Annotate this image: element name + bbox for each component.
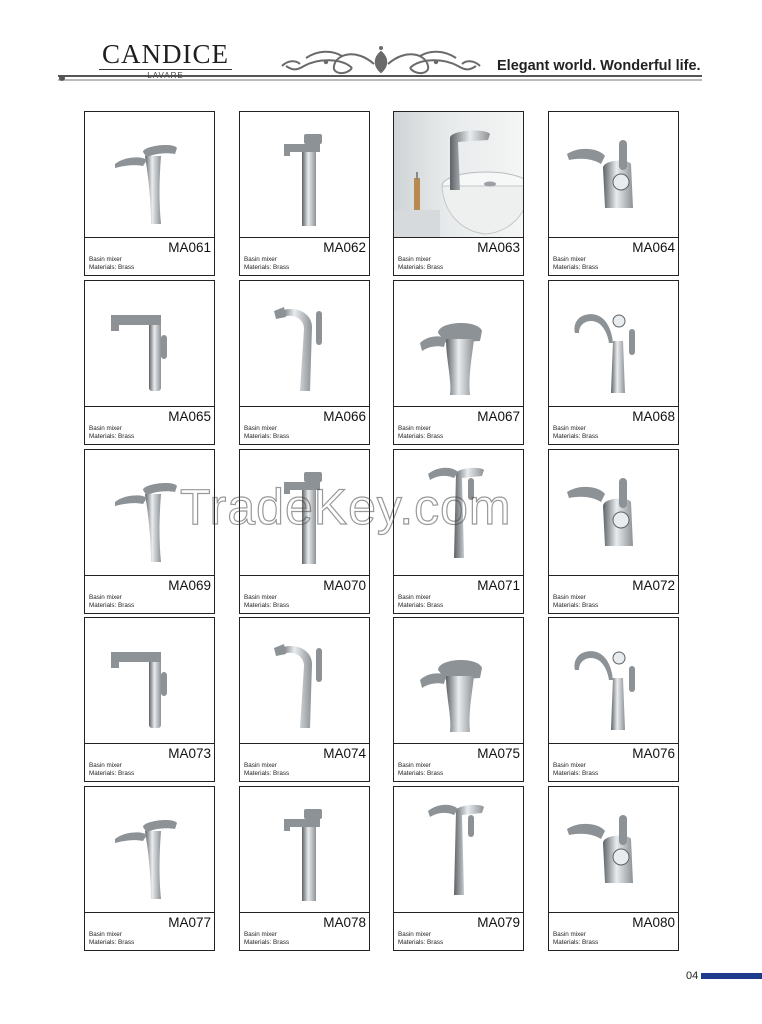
- product-type: Basin mixer: [553, 762, 586, 769]
- faucet-icon: [240, 112, 369, 238]
- product-code: MA061: [168, 240, 211, 255]
- product-card: [393, 786, 524, 951]
- product-material: Materials: Brass: [244, 433, 290, 440]
- product-type: Basin mixer: [244, 256, 277, 263]
- faucet-icon: [240, 787, 369, 913]
- product-code: MA066: [323, 409, 366, 424]
- product-type: Basin mixer: [398, 931, 431, 938]
- product-material: Materials: Brass: [553, 264, 599, 271]
- product-type: Basin mixer: [553, 931, 586, 938]
- faucet-icon: [85, 787, 214, 913]
- faucet-icon: [85, 618, 214, 744]
- faucet-icon: [549, 450, 678, 576]
- product-code: MA080: [632, 915, 675, 930]
- product-card: [548, 449, 679, 614]
- product-code: MA072: [632, 578, 675, 593]
- product-material: Materials: Brass: [89, 433, 135, 440]
- product-material: Materials: Brass: [244, 264, 290, 271]
- product-code: MA073: [168, 746, 211, 761]
- product-description: [553, 425, 598, 441]
- product-card: [84, 280, 215, 445]
- product-description: [553, 931, 598, 947]
- product-code: MA062: [323, 240, 366, 255]
- product-card: [84, 617, 215, 782]
- product-description: [89, 594, 134, 610]
- product-description: [89, 762, 134, 778]
- product-card: [84, 111, 215, 276]
- faucet-icon: [85, 112, 214, 238]
- product-material: Materials: Brass: [244, 770, 290, 777]
- product-card: [548, 280, 679, 445]
- product-type: Basin mixer: [89, 425, 122, 432]
- product-material: Materials: Brass: [553, 602, 599, 609]
- watermark: TradeKey.com: [180, 479, 512, 535]
- product-description: [89, 425, 134, 441]
- product-type: Basin mixer: [398, 256, 431, 263]
- faucet-icon: [394, 281, 523, 407]
- product-description: [553, 256, 598, 272]
- product-material: Materials: Brass: [553, 433, 599, 440]
- product-description: [244, 594, 289, 610]
- product-code: MA071: [477, 578, 520, 593]
- product-description: [553, 762, 598, 778]
- page-accent-bar: [701, 973, 762, 979]
- product-code: MA074: [323, 746, 366, 761]
- product-material: Materials: Brass: [89, 770, 135, 777]
- product-material: Materials: Brass: [398, 939, 444, 946]
- product-type: Basin mixer: [244, 425, 277, 432]
- product-code: MA069: [168, 578, 211, 593]
- product-type: Basin mixer: [553, 594, 586, 601]
- product-card: [84, 786, 215, 951]
- product-card: [239, 786, 370, 951]
- faucet-icon: [240, 618, 369, 744]
- product-type: Basin mixer: [89, 931, 122, 938]
- product-material: Materials: Brass: [89, 939, 135, 946]
- faucet-on-basin-photo: [394, 112, 523, 238]
- page-header: [0, 0, 762, 100]
- faucet-icon: [394, 787, 523, 913]
- product-material: Materials: Brass: [398, 602, 444, 609]
- product-description: [398, 931, 443, 947]
- product-material: Materials: Brass: [553, 770, 599, 777]
- product-code: MA064: [632, 240, 675, 255]
- product-description: [244, 762, 289, 778]
- product-code: MA078: [323, 915, 366, 930]
- faucet-icon: [549, 112, 678, 238]
- product-description: [244, 931, 289, 947]
- product-description: [398, 425, 443, 441]
- product-type: Basin mixer: [89, 594, 122, 601]
- product-card: [239, 280, 370, 445]
- product-type: Basin mixer: [398, 425, 431, 432]
- product-description: [89, 931, 134, 947]
- faucet-icon: [85, 281, 214, 407]
- product-code: MA079: [477, 915, 520, 930]
- product-description: [244, 256, 289, 272]
- product-card: [393, 617, 524, 782]
- faucet-icon: [549, 618, 678, 744]
- product-card: [548, 617, 679, 782]
- product-card: [239, 111, 370, 276]
- product-type: Basin mixer: [398, 594, 431, 601]
- product-type: Basin mixer: [398, 762, 431, 769]
- product-description: [244, 425, 289, 441]
- product-type: Basin mixer: [553, 256, 586, 263]
- product-material: Materials: Brass: [244, 602, 290, 609]
- product-material: Materials: Brass: [89, 602, 135, 609]
- product-code: MA067: [477, 409, 520, 424]
- product-card: [239, 617, 370, 782]
- product-code: MA068: [632, 409, 675, 424]
- product-description: [398, 762, 443, 778]
- product-card: [548, 111, 679, 276]
- product-material: Materials: Brass: [89, 264, 135, 271]
- product-description: [398, 256, 443, 272]
- tagline: Elegant world. Wonderful life.: [497, 58, 701, 74]
- product-card: [548, 786, 679, 951]
- product-code: MA063: [477, 240, 520, 255]
- product-card: [393, 111, 524, 276]
- product-type: Basin mixer: [244, 594, 277, 601]
- product-description: [89, 256, 134, 272]
- faucet-icon: [394, 618, 523, 744]
- brand-logo: [93, 40, 238, 80]
- product-card: [393, 280, 524, 445]
- product-type: Basin mixer: [553, 425, 586, 432]
- page-number: 04: [686, 970, 699, 982]
- product-material: Materials: Brass: [244, 939, 290, 946]
- product-type: Basin mixer: [89, 762, 122, 769]
- product-type: Basin mixer: [244, 931, 277, 938]
- product-type: Basin mixer: [89, 256, 122, 263]
- product-code: MA075: [477, 746, 520, 761]
- product-code: MA076: [632, 746, 675, 761]
- faucet-icon: [549, 787, 678, 913]
- product-material: Materials: Brass: [553, 939, 599, 946]
- product-description: [398, 594, 443, 610]
- product-code: MA065: [168, 409, 211, 424]
- product-material: Materials: Brass: [398, 433, 444, 440]
- brand-name: CANDICE: [102, 39, 229, 69]
- product-code: MA077: [168, 915, 211, 930]
- brand-subtitle: LAVARE: [99, 69, 232, 80]
- product-type: Basin mixer: [244, 762, 277, 769]
- product-material: Materials: Brass: [398, 770, 444, 777]
- faucet-icon: [549, 281, 678, 407]
- product-material: Materials: Brass: [398, 264, 444, 271]
- product-description: [553, 594, 598, 610]
- product-code: MA070: [323, 578, 366, 593]
- faucet-icon: [240, 281, 369, 407]
